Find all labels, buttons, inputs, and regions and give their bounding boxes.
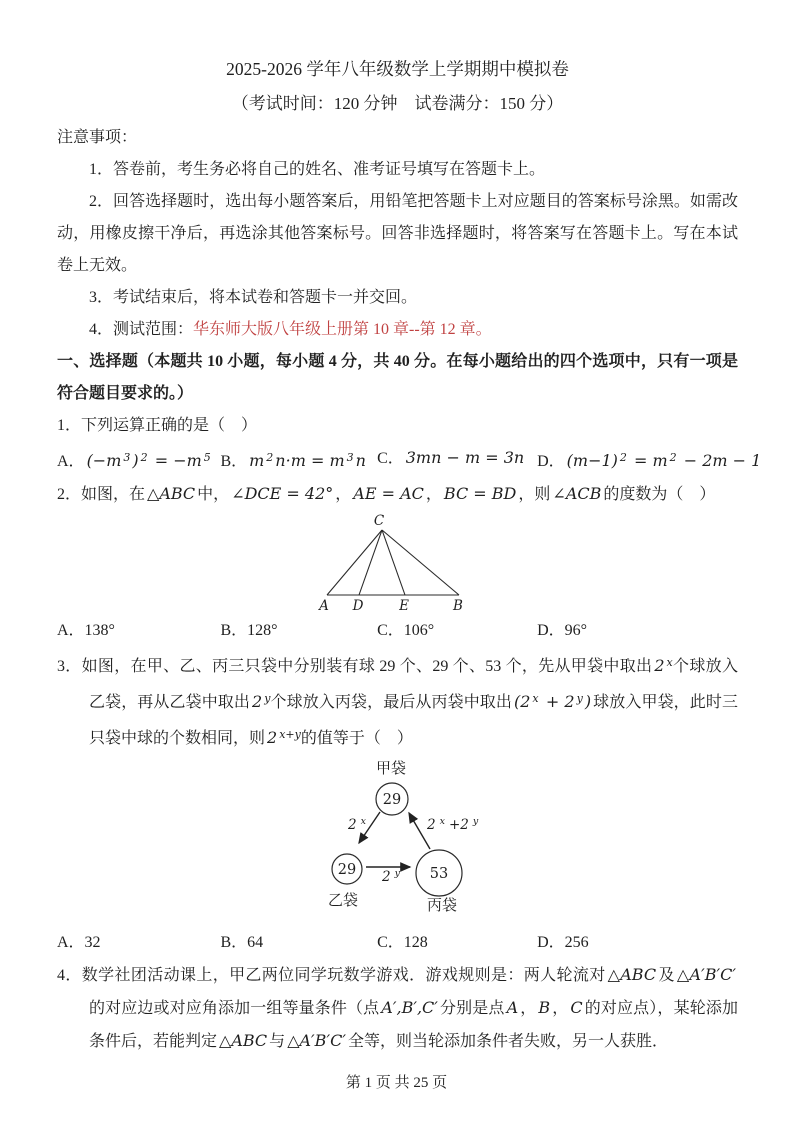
bag-right-value: 53 xyxy=(429,866,448,882)
notice-item-4: 4．测试范围：华东师大版八年级上册第 10 章--第 12 章。 xyxy=(89,321,492,338)
q3-option-b: B．64 xyxy=(220,934,264,951)
bags-diagram xyxy=(290,757,540,925)
page-footer: 第 1 页 共 25 页 xyxy=(345,1075,448,1091)
triangle-side-ac xyxy=(327,530,382,595)
arrow-top-to-left-label: 2 $^x$ xyxy=(347,816,366,833)
bag-left-value: 29 xyxy=(337,862,356,878)
q1-option-a: A． (−m $^3$ ) $^2$ = −m $^5$ xyxy=(57,451,211,470)
vertex-label-b: B xyxy=(452,598,463,613)
q3-option-a: A．32 xyxy=(57,934,101,951)
question-2-options xyxy=(57,615,738,647)
q2-option-a: A．138° xyxy=(57,622,115,639)
q2-option-c: C．106° xyxy=(377,622,435,639)
vertex-label-e: E xyxy=(398,598,409,613)
q3-option-c: C．128 xyxy=(377,934,428,951)
question-4-stem: 4．数学社团活动课上，甲乙两位同学玩数学游戏．游戏规则是：两人轮流对 △ABC 及 △A′B′C′的对应边或对应角添加一组等量条件（点 A′,B′,C′ 分别是点 A ， B ， C 的对应点），某轮添加条件后，若能判定 △ABC 与 △A′B′C′ 全等，则当轮添加条件者失败，另一人获胜． xyxy=(57,965,738,1050)
bag-top-value: 29 xyxy=(382,792,401,808)
question-1-stem: 1．下列运算正确的是（ ） xyxy=(57,417,258,434)
q2-option-b: B．128° xyxy=(220,622,278,639)
question-3-options xyxy=(57,927,738,959)
q2-option-d: D．96° xyxy=(537,622,588,639)
triangle-diagram xyxy=(313,513,483,613)
q1-option-b: B． m $^2$ n·m = m $^3$ n xyxy=(220,451,366,470)
notice-item-1: 1．答卷前，考生务必将自己的姓名、准考证号填写在答题卡上。 xyxy=(89,161,546,178)
arrow-right-to-top-label: 2 $^x$ $_{+2}$ $^y$ xyxy=(426,816,478,833)
bag-right-label: 丙袋 xyxy=(426,898,457,914)
question-2-figure xyxy=(57,513,738,613)
notice-item-2: 2．回答选择题时，选出每小题答案后，用铅笔把答题卡上对应题目的答案标号涂黑。如需改动，用橡皮擦干净后，再选涂其他答案标号。回答非选择题时，将答案写在答题卡上。写在本试卷上无效。 xyxy=(57,193,738,274)
notice-item-3: 3．考试结束后，将本试卷和答题卡一并交回。 xyxy=(89,289,418,306)
q3-option-d: D．256 xyxy=(537,934,589,951)
question-3-figure xyxy=(57,757,738,925)
exam-title: 2025-2026 学年八年级数学上学期期中模拟卷 xyxy=(226,59,569,79)
question-2-stem: 2．如图，在 △ABC 中， ∠DCE = 42° ， AE = AC ， BC = BD ，则 ∠ACB 的度数为（ ） xyxy=(57,484,716,503)
vertex-label-d: D xyxy=(352,598,363,613)
question-3-stem: 3．如图，在甲、乙、丙三只袋中分别装有球 29 个、29 个、53 个，先从甲袋中取出 2 $^x$个球放入乙袋，再从乙袋中取出 2 $^y$个球放入丙袋，最后从丙袋中取出 (2 $^x$ + 2 $^y$ ) 球放入甲袋，此时三只袋中球的个数相同，则 2 $^{x+y}$的值等于（ ） xyxy=(57,656,738,747)
section-heading: 一、选择题（本题共 10 小题，每小题 4 分，共 40 分。在每小题给出的四个选项中，只有一项是符合题目要求的。） xyxy=(57,353,738,402)
q1-option-d: D． (m−1) $^2$ = m $^2$ − 2m − 1 xyxy=(537,451,762,470)
vertex-label-c: C xyxy=(373,513,384,529)
arrow-left-to-right-label: 2 $^y$ xyxy=(381,868,400,885)
notice-heading: 注意事项： xyxy=(57,129,138,146)
triangle-cevian-cd xyxy=(359,530,382,595)
question-1-options xyxy=(57,442,762,478)
bag-left-label: 乙袋 xyxy=(327,893,358,909)
exam-subtitle: （考试时间：120 分钟 试卷满分：150 分） xyxy=(231,94,564,113)
q1-option-c: C． 3mn − m = 3n xyxy=(377,448,525,467)
vertex-label-a: A xyxy=(318,598,329,613)
bag-top-label: 甲袋 xyxy=(375,761,406,777)
